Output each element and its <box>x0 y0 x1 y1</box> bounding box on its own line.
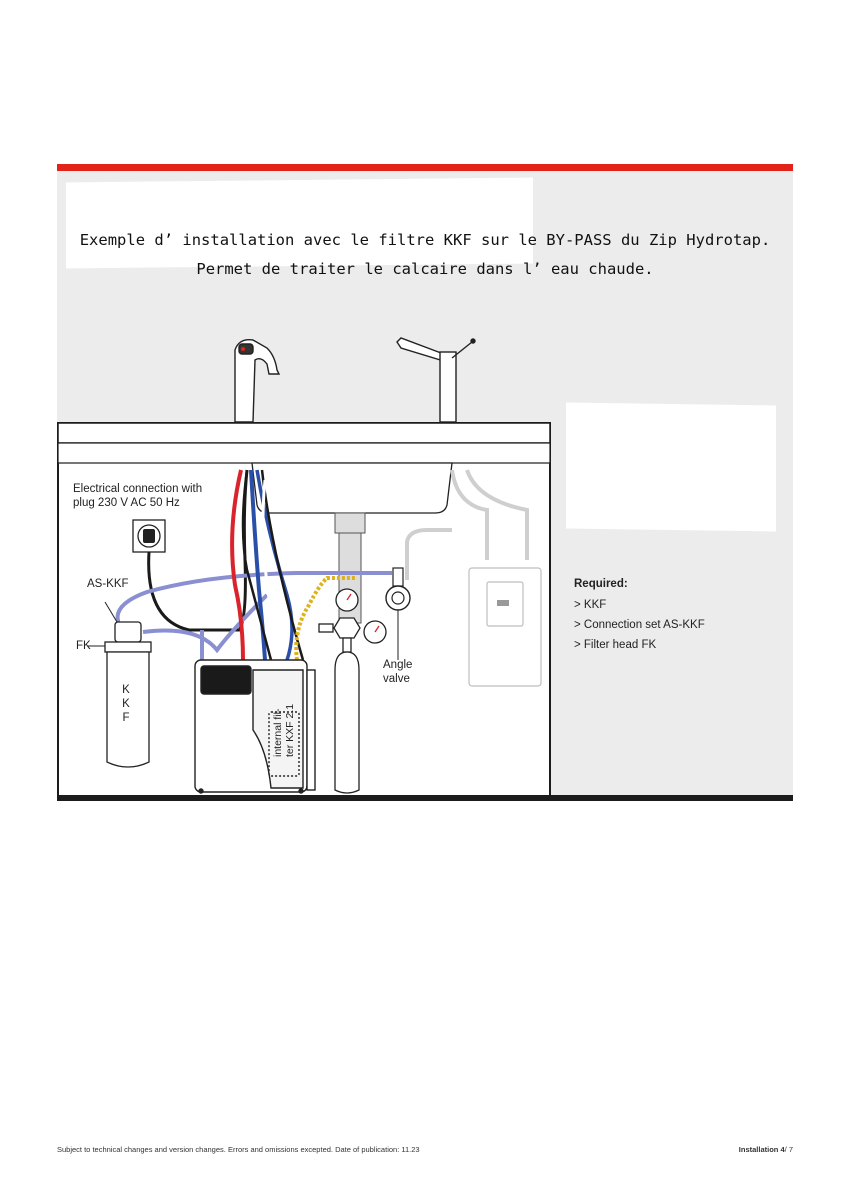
footer-disclaimer: Subject to technical changes and version changes. Errors and omissions excepted. Date of publication: 11.23 <box>57 1145 420 1154</box>
angle-valve-label <box>383 658 412 686</box>
electrical-line-1: Electrical connection with <box>73 483 203 495</box>
electrical-socket <box>133 520 165 552</box>
sink-basin <box>252 463 452 513</box>
installation-diagram <box>57 330 793 800</box>
as-kkf-label: AS-KKF <box>87 578 129 590</box>
kkf-vertical-label <box>122 683 130 725</box>
hydrotap-faucet <box>235 340 279 422</box>
required-item-connection-set: > Connection set AS-KKF <box>574 619 705 631</box>
required-title: Required: <box>574 578 628 590</box>
internal-line-1: internal fil- <box>272 708 284 757</box>
footer-page-number: 4 <box>780 1145 785 1154</box>
hydrotap-unit <box>195 660 315 793</box>
footer-section: Installation <box>738 1145 779 1154</box>
electrical-connection-label <box>73 482 202 510</box>
kkf-letter-3: F <box>122 712 130 724</box>
angle-line-2: valve <box>383 673 410 685</box>
kkf-letter-1: K <box>122 684 130 696</box>
internal-line-2: ter KXF 2.1 <box>284 703 296 757</box>
water-heater <box>469 568 541 686</box>
footer-page-info <box>739 1145 793 1154</box>
kkf-letter-2: K <box>122 698 130 710</box>
accent-bar <box>57 164 793 171</box>
required-item-filter-head: > Filter head FK <box>574 639 657 651</box>
required-list <box>574 578 705 659</box>
mixer-tap <box>397 338 475 422</box>
footer-page-total: / 7 <box>784 1145 793 1154</box>
panel-bottom-bar <box>57 795 793 801</box>
fk-label: FK <box>76 640 91 652</box>
required-item-kkf: > KKF <box>574 599 607 611</box>
angle-line-1: Angle <box>383 659 413 671</box>
electrical-line-2: plug 230 V AC 50 Hz <box>73 497 180 509</box>
heading-line-2: Permet de traiter le calcaire dans l’ eau chaude. <box>196 260 654 278</box>
drain-pipe <box>335 513 365 533</box>
heading-line-1: Exemple d’ installation avec le filtre KKF sur le BY-PASS du Zip Hydrotap. <box>79 231 771 249</box>
page-heading <box>57 226 793 284</box>
